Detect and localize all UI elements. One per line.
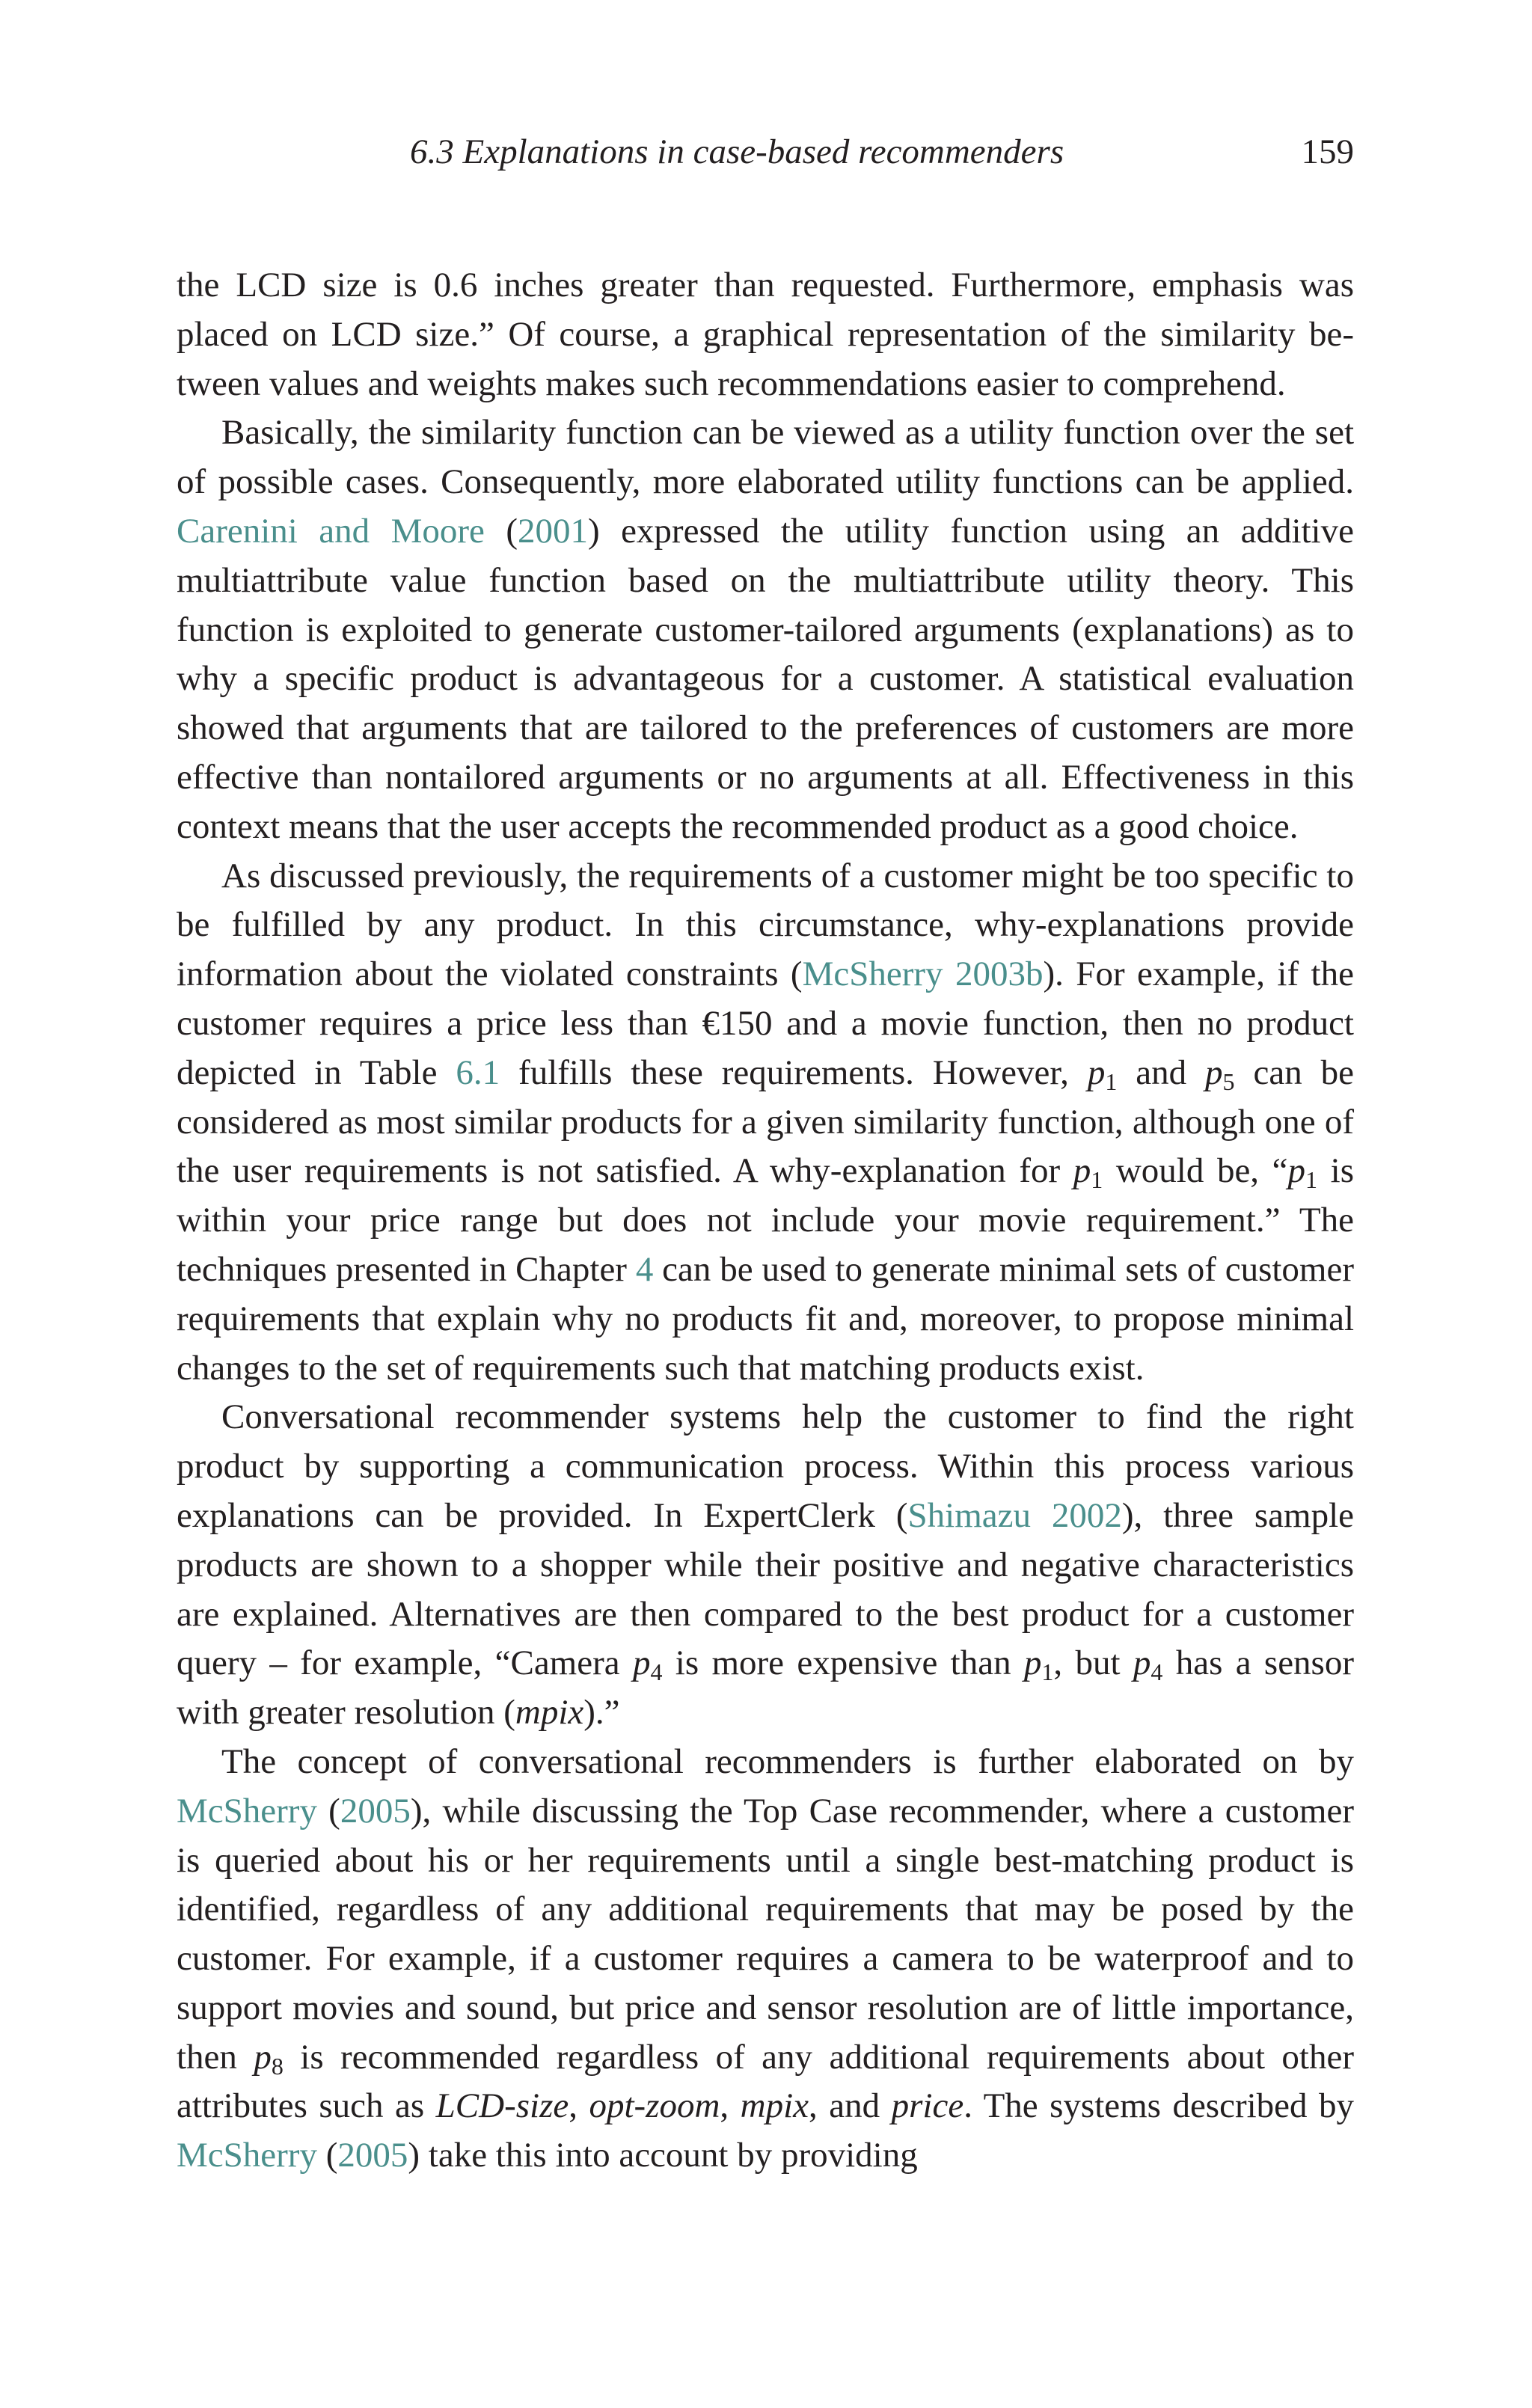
attribute-mpix: mpix: [740, 2086, 809, 2126]
citation-link-year-2001[interactable]: 2001: [517, 511, 588, 551]
math-subscript: 4: [650, 1658, 663, 1686]
math-subscript: 8: [271, 2052, 284, 2080]
attribute-mpix: mpix: [515, 1693, 584, 1733]
text-run: ).”: [583, 1693, 620, 1733]
section-running-title: 6.3 Explanations in case-based recommenders: [410, 132, 1064, 171]
math-product-p1: p: [1087, 1053, 1106, 1092]
text-run: (: [316, 2136, 338, 2175]
citation-link-mcsherry-2003b[interactable]: McSherry 2003b: [802, 955, 1044, 994]
citation-link-year-2005[interactable]: 2005: [337, 2136, 408, 2175]
text-run: ) expressed the utility function using an additive multiattribute value function based on the multiattribute utility theory. This function is exploited to generate customer-tailored arguments (explanations) as to why a specific product is advantageous for a customer. A statistical evaluation showed that arguments that are tailored to the preferences of customers are more effective than nontailored arguments or no arguments at all. Effectiveness in this context means that the user accepts the recommended product as a good choice.: [177, 511, 1354, 846]
citation-link-carenini-moore[interactable]: Carenini and Moore: [177, 511, 485, 551]
text-run: (: [316, 1791, 340, 1830]
math-product-p4: p: [632, 1643, 651, 1683]
paragraph-conversational-recommenders: [177, 1393, 1354, 1738]
math-subscript: 1: [1305, 1166, 1318, 1194]
math-product-p4: p: [1133, 1643, 1151, 1683]
attribute-price: price: [891, 2086, 964, 2126]
text-run: Basically, the similarity function can be viewed as a utility function over the set of possible cases. Consequently, more elaborated utility functions can be applied.: [177, 413, 1354, 502]
text-run: ,: [569, 2086, 589, 2126]
text-run: As discussed previously, the requirements of a customer might be too specific to be fulfilled by any product. In this circumstance, why-explanations provide information about the violated constraints (: [177, 856, 1354, 994]
math-subscript: 1: [1091, 1166, 1103, 1194]
paragraph-top-case-recommender: [177, 1738, 1354, 2181]
citation-link-mcsherry[interactable]: McSherry: [177, 2136, 317, 2175]
math-subscript: 5: [1222, 1067, 1235, 1095]
text-run: and: [1117, 1053, 1206, 1092]
paragraph-continuation: [177, 261, 1354, 408]
table-link-6-1[interactable]: 6.1: [456, 1053, 500, 1092]
text-run: is within your price range but does not include your movie requirement.” The techniques presented in Chapter: [177, 1151, 1354, 1289]
attribute-lcd-size: LCD-size: [435, 2086, 569, 2126]
text-run: fulfills these requirements. However,: [500, 1053, 1088, 1092]
running-header: [174, 126, 1354, 178]
text-run: Conversational recommender systems help the customer to find the right product by supporting a communication process. Within this process various explanations can be provided. In ExpertClerk (: [177, 1397, 1354, 1535]
text-run: can be used to generate minimal sets of customer requirements that explain why no products fit and, moreover, to propose minimal changes to the set of requirements such that matching products exist.: [177, 1249, 1354, 1388]
math-subscript: 1: [1105, 1067, 1118, 1095]
text-run: is recommended regardless of any additional requirements about other attributes such as: [177, 2037, 1355, 2126]
citation-link-shimazu-2002[interactable]: Shimazu 2002: [907, 1495, 1122, 1535]
text-run: ,: [720, 2086, 741, 2126]
text-run: , but: [1053, 1643, 1133, 1683]
paragraph-utility-function: [177, 408, 1354, 851]
chapter-link-4[interactable]: 4: [635, 1249, 654, 1289]
math-subscript: 4: [1150, 1658, 1163, 1686]
text-run: ) take this into account by providing: [408, 2136, 918, 2175]
text-run: the LCD size is 0.6 inches greater than requested. Furthermore, emphasis was placed on LCD size.” Of course, a graphical representation of the similarity between values and weights makes such recommendations easier to comprehend.: [177, 266, 1354, 403]
body-text: [177, 261, 1354, 2181]
math-product-p1: p: [1073, 1151, 1091, 1191]
text-run: has a sensor with greater resolution (: [177, 1643, 1355, 1733]
attribute-opt-zoom: opt-zoom: [589, 2086, 720, 2126]
text-run: ). For example, if the customer requires a price less than €150 and a movie function, then no product depicted in Table: [177, 955, 1354, 1092]
page-number: 159: [1301, 132, 1354, 171]
text-run: The concept of conversational recommenders is further elaborated on by: [221, 1741, 1354, 1781]
text-run: (: [484, 511, 518, 551]
math-product-p1: p: [1023, 1643, 1042, 1683]
text-run: . The systems described by: [963, 2086, 1355, 2126]
text-run: , and: [809, 2086, 892, 2126]
citation-link-mcsherry[interactable]: McSherry: [177, 1791, 317, 1830]
text-run: would be, “: [1103, 1151, 1288, 1191]
text-run: is more expensive than: [662, 1643, 1024, 1683]
math-subscript: 1: [1041, 1658, 1054, 1686]
math-product-p1: p: [1287, 1151, 1306, 1191]
paragraph-why-explanations: [177, 852, 1354, 1394]
math-product-p5: p: [1205, 1053, 1223, 1092]
text-run: can be considered as most similar products for a given similarity function, although one of the user requirements is not satisfied. A why-explanation for: [177, 1053, 1354, 1191]
citation-link-year-2005[interactable]: 2005: [340, 1791, 411, 1830]
text-run: ), while discussing the Top Case recommender, where a customer is queried about his or her requirements until a single best-matching product is identified, regardless of any additional requirements that may be posed by the customer. For example, if a customer requires a camera to be waterproof and to support movies and sound, but price and sensor resolution are of little importance, then: [177, 1791, 1354, 2077]
text-run: ), three sample products are shown to a shopper while their positive and negative characteristics are explained. Alternatives are then compared to the best product for a customer query – for example, “Camera: [177, 1495, 1354, 1683]
math-product-p8: p: [254, 2037, 272, 2077]
